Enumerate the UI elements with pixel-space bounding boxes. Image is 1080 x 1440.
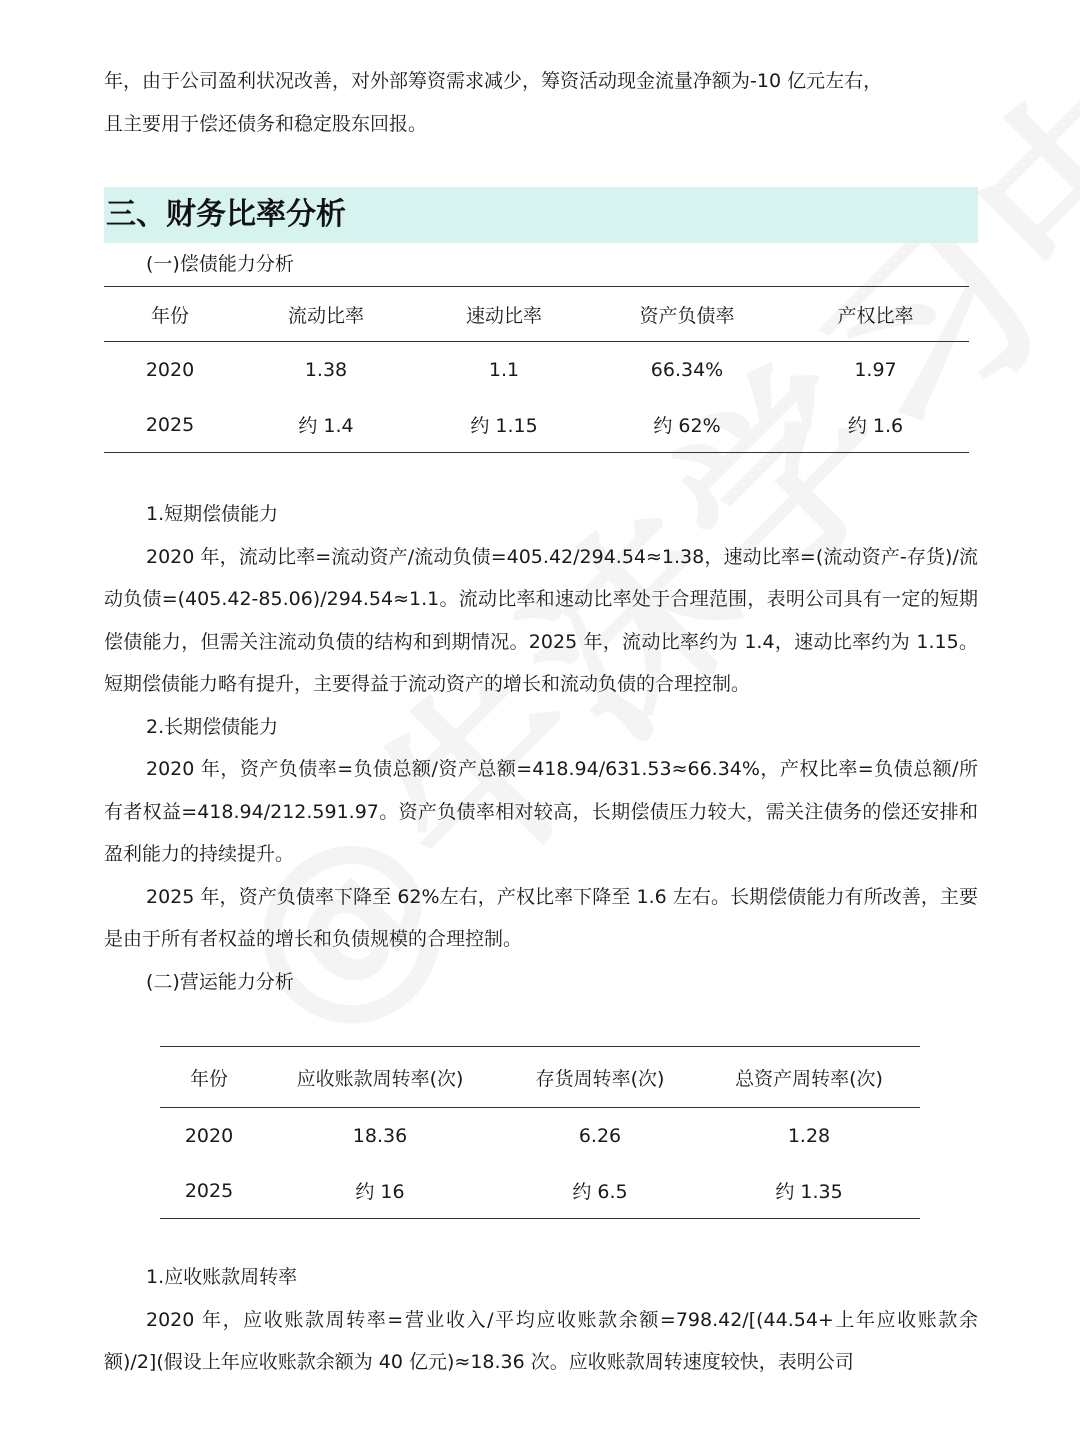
table-cell: 2020 [145,358,195,381]
table-cell: 1.97 [854,358,897,381]
intro-paragraph [104,60,978,145]
header-equity-ratio: 产权比率 [782,287,969,342]
table-row [104,397,969,453]
table-cell: 2025 [104,397,236,453]
table-row [160,1108,920,1164]
header-current-ratio: 流动比率 [236,287,416,342]
header-debt-ratio: 资产负债率 [592,287,782,342]
header-receivable-turnover: 应收账款周转率(次) [258,1047,502,1108]
table-cell: 6.26 [578,1124,622,1147]
receivable-text: 2020 年，应收账款周转率=营业收入/平均应收账款余额=798.42/[(44.54+上年应收账款余额)/2](假设上年应收账款余额为 40 亿元)≈18.36 次。应收账款周转速度较快，表明公司 [104,1308,978,1373]
operating-title: (二)营运能力分析 [146,970,294,993]
table-row [160,1163,920,1219]
table-cell: 约 1.4 [236,397,416,453]
table-cell: 约 1.15 [416,397,592,453]
short-term-text: 2020 年，流动比率=流动资产/流动负债=405.42/294.54≈1.38，速动比率=(流动资产-存货)/流动负债=(405.42-85.06)/294.54≈1.1。流动比率和速动比率处于合理范围，表明公司具有一定的短期偿债能力，但需关注流动负债的结构和到期情况。2025 年，流动比率约为 1.4，速动比率约为 1.15。短期偿债能力略有提升，主要得益于流动资产的增长和流动负债的合理控制。 [104,545,978,695]
table-cell: 约 1.6 [782,397,969,453]
header-year: 年份 [104,287,236,342]
table-header-row [104,287,969,342]
table-cell: 约 16 [258,1163,502,1219]
table-cell: 1.28 [787,1124,831,1147]
long-term-title: 2.长期偿债能力 [146,715,279,738]
table-header-row [160,1047,920,1108]
table-cell: 2020 [184,1124,234,1147]
operating-table [160,1046,920,1219]
table-cell: 1.1 [488,358,520,381]
solvency-title: (一)偿债能力分析 [146,253,294,275]
receivable-title: 1.应收账款周转率 [146,1266,298,1288]
intro-line-1: 年，由于公司盈利状况改善，对外部筹资需求减少，筹资活动现金流量净额为-10 亿元左右， [104,70,883,92]
table-cell: 约 1.35 [698,1163,920,1219]
section-title: 三、财务比率分析 [104,187,978,243]
table-cell: 18.36 [352,1124,408,1147]
long-term-text-1: 2020 年，资产负债率=负债总额/资产总额=418.94/631.53≈66.34%，产权比率=负债总额/所有者权益=418.94/212.591.97。资产负债率相对较高，长期偿债压力较大，需关注债务的偿还安排和盈利能力的持续提升。 [104,758,978,865]
header-asset-turnover: 总资产周转率(次) [698,1047,920,1108]
table-cell: 2025 [160,1163,258,1219]
table-cell: 约 6.5 [502,1163,698,1219]
table-cell: 66.34% [650,358,724,381]
solvency-table [104,286,969,453]
table-row [104,342,969,398]
intro-line-2: 且主要用于偿还债务和稳定股东回报。 [104,112,428,135]
long-term-text-2: 2025 年，资产负债率下降至 62%左右，产权比率下降至 1.6 左右。长期偿债能力有所改善，主要是由于所有者权益的增长和负债规模的合理控制。 [104,885,978,950]
header-quick-ratio: 速动比率 [416,287,592,342]
short-term-title: 1.短期偿债能力 [146,503,279,525]
table-cell: 1.38 [304,358,348,381]
header-inventory-turnover: 存货周转率(次) [502,1047,698,1108]
table-cell: 约 62% [592,397,782,453]
header-year: 年份 [160,1047,258,1108]
